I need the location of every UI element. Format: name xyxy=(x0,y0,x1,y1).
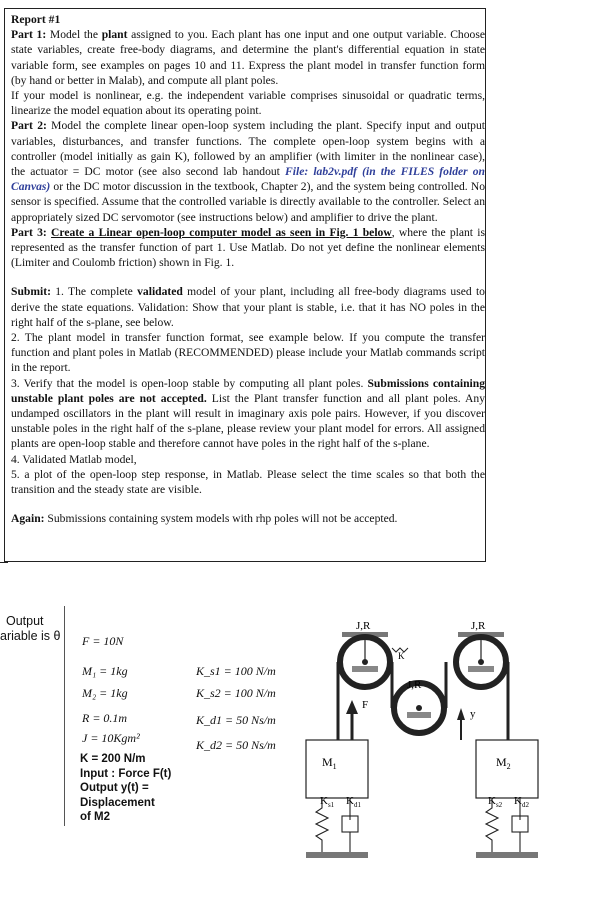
middle-pulley-hatch xyxy=(407,712,431,718)
label-JR-mid: J,R xyxy=(407,679,422,691)
force-arrow xyxy=(346,700,358,714)
submit-item-2: 2. The plant model in transfer function format, see example below. If you compute the transfer function and plant poles in Matlab (RECOMMENDED) please include your Matlab commands script in the report. xyxy=(11,331,485,375)
param-F: F = 10N xyxy=(82,634,124,648)
submit-item-3: 3. Verify that the model is open-loop stable by computing all plant poles. Submissions containing unstable plant poles are not accepted. List the Plant transfer function and all plant poles. Any undamped oscillators in the plant will result in imaginary axis pole pairs. However, if you discover unstable poles in the right half of the s-plane, please review your plant model for errors. All assigned plants are open-loop stable and therefore cannot have poles in the right half of the s-plane. xyxy=(11,376,486,451)
label-Ks1: $K_{s1}$ xyxy=(320,795,335,809)
part3-fig-reference: Create a Linear open-loop computer model as seen in Fig. 1 below xyxy=(51,225,392,239)
param-Kd2: K_d2 = 50 Ns/m xyxy=(196,738,276,752)
param-J: J = 10Kgm² xyxy=(82,731,140,745)
label-K: K xyxy=(398,651,405,661)
system-spec: K = 200 N/m Input : Force F(t) Output y(t) = Displacement of M2 xyxy=(80,753,172,823)
label-Kd1: $K_{d1}$ xyxy=(346,795,361,809)
label-M2: $M_2$ xyxy=(496,755,511,771)
left-pulley-hatch xyxy=(352,666,378,672)
label-M1: $M_1$ xyxy=(322,755,337,771)
report-title: Report #1 xyxy=(11,13,61,26)
label-JR-right: J,R xyxy=(471,620,486,632)
part1-paragraph: Part 1: Model the plant assigned to you. Each plant has one input and one output variable. Choose state variables, create free-body diagrams, and determine the plant's differential equation in state variable form, see examples on pages 10 and 11. Express the plant model in transfer function form (by hand or better in Malab), and compute all plant poles. xyxy=(11,28,485,87)
part2-paragraph: Part 2: Model the complete linear open-loop system including the plant. Specify input and output variables, disturbances, and transfer functions. The complete open-loop system begins with a controller (model initially as gain K), followed by an amplifier (with limiter in the nonlinear case), the actuator = DC motor (see also second lab handout File: lab2v.pdf (in the FILES folder on Canvas) or the DC motor discussion in the textbook, Chapter 2), and the system being controlled. No sensor is specified. Assume that the controlled variable is directly available to the controller. Select an appropriately sized DC servomotor (see instructions below) and amplifier to drive the plant. xyxy=(11,119,486,224)
lab-handout-file: File: lab2v.pdf (in the FILES folder on Canvas) xyxy=(11,165,486,194)
again-note: Again: Submissions containing system models with rhp poles will not be accepted. xyxy=(11,512,398,526)
right-pulley-hatch xyxy=(468,666,494,672)
label-JR-left: J,R xyxy=(356,620,371,632)
displacement-arrow xyxy=(457,708,465,720)
param-Ks2: K_s2 = 100 N/m xyxy=(196,686,276,700)
mass-M1 xyxy=(306,740,368,798)
part1-nonlinear-note: If your model is nonlinear, e.g. the independent variable comprises sinusoidal or quadratic terms, linearize the model equation about its operating point. xyxy=(11,89,485,118)
label-F: F xyxy=(362,699,369,711)
submit-item-4: 4. Validated Matlab model, xyxy=(11,452,137,466)
param-Kd1: K_d1 = 50 Ns/m xyxy=(196,713,276,727)
output-variable-label: Output ariable is θ xyxy=(0,614,61,643)
label-y: y xyxy=(470,708,476,720)
label-Ks2: $K_{s2}$ xyxy=(488,795,503,809)
param-M2: M₂ = 1kg xyxy=(82,686,128,700)
ground-left xyxy=(306,852,368,858)
label-Kd2: $K_{d2}$ xyxy=(514,795,529,809)
submit-item-1: Submit: 1. The complete validated model of your plant, including all free-body diagrams used to derive the state equations. Validation: Show that your plant is stable, i.e. that it has NO poles in the right half of the s-plane, see below. xyxy=(11,285,485,329)
param-M1: M₁ = 1kg xyxy=(82,664,128,678)
submit-item-5: 5. a plot of the open-loop step response, in Matlab. Please select the time scales so that both the transition and the steady state are visible. xyxy=(11,467,485,497)
param-R: R = 0.1m xyxy=(82,711,128,725)
ground-right xyxy=(476,852,538,858)
part3-paragraph: Part 3: Create a Linear open-loop computer model as seen in Fig. 1 below, where the plant is represented as the transfer function of part 1. Use Matlab. Do not yet define the nonlinear elements (Limiter and Coulomb friction) shown in Fig. 1. xyxy=(11,225,485,270)
param-Ks1: K_s1 = 100 N/m xyxy=(196,664,276,678)
